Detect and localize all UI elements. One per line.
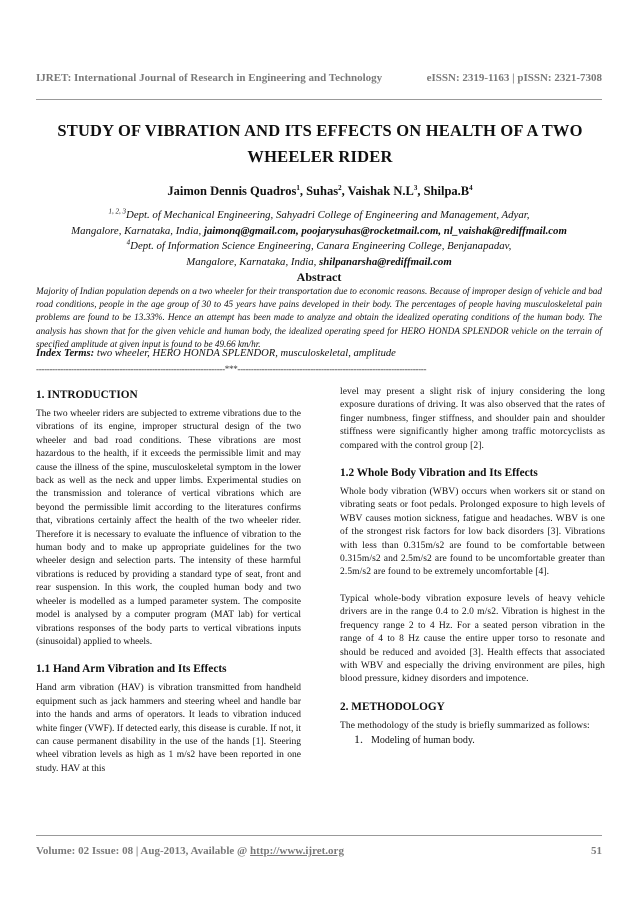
footer-volume: Volume: 02 Issue: 08 | Aug-2013, Available @ http://www.ijret.org — [36, 845, 344, 857]
left-column — [36, 388, 301, 776]
list-number: 1. — [354, 732, 363, 747]
header-rule — [36, 99, 602, 100]
wbv-heading: 1.2 Whole Body Vibration and Its Effects — [340, 467, 538, 480]
affiliations — [36, 208, 602, 270]
hav-continued-paragraph: level may present a slight risk of injury considering the long exposure durations of driving. It was also observed that the rates of finger numbness, finger stiffness, and shoulder pain and shoulder stiffness were significantly higher among traffic motorcyclists as compared with the control group [2]. — [340, 387, 605, 451]
hav-heading: 1.1 Hand Arm Vibration and Its Effects — [36, 663, 227, 676]
index-terms — [36, 348, 602, 359]
index-terms-label: Index Terms: — [36, 348, 95, 359]
author-1: Jaimon Dennis Quadros — [167, 184, 297, 198]
author-2: Suhas — [306, 184, 339, 198]
index-terms-text: two wheeler, HERO HONDA SPLENDOR, musculoskeletal, amplitude — [94, 348, 396, 359]
journal-name: IJRET: International Journal of Research in Engineering and Technology — [36, 72, 383, 84]
footer-rule — [36, 835, 602, 836]
affiliation-line-3: $^4$Dept. of Information Science Engineering, Canara Engineering College, Benjanapadav, — [126, 238, 512, 252]
affiliation-line-2: Mangalore, Karnataka, India, jaimonq@gmail.com, poojarysuhas@rocketmail.com, nl_vaishak@rediffmail.com — [71, 224, 567, 237]
title-line-2: WHEELER RIDER — [247, 147, 393, 166]
affiliation-line-4: Mangalore, Karnataka, India, shilpanarsha@rediffmail.com — [186, 255, 452, 268]
title-line-1: STUDY OF VIBRATION AND ITS EFFECTS ON HEALTH OF A TWO — [57, 121, 583, 140]
intro-paragraph: The two wheeler riders are subjected to extreme vibrations due to the vibrations of its engine, improper structural design of the two wheeler and bad road conditions. These vibrations are most hazardous to the health, if it exceeds the permissible limit and may cause the illness of the spine, musculoskeletal symptom in the lower back as well as the neck and upper limbs. Experimental studies on the transmission and tolerance of vertical vibrations which are beyond the permissible limit according to the literatures confirms that, vibrations certainly affect the health of the two wheeler rider. Therefore it is necessary to evaluate the influence of vibration to the human body and to make up appropriate guidelines for the two wheeler design and selection parts. The intensity of these harmful vibrations is reduced by providing a standard type of seat, front and rear suspension. In this work, the coupled human body and two wheeler is modelled as a lumped parameter system. The composite model is analysed by a computer program (MAT lab) for vertical vibrations responses of the body parts to vertical vibrations inputs (sinusoidal) applied to wheels. — [36, 409, 301, 647]
wbv-paragraph-2: Typical whole-body vibration exposure levels of heavy vehicle drivers are in the range 0.4 to 2.0 m/s2. Vibration is highest in the frequency range 2 to 4 Hz. For a seated person vibration in the range of 4 to 8 Hz cause the entire upper torso to resonate and should be reduced and avoided [3]. Health effects that associated with WBV and especially the driving environment are piles, high blood pressure, kidney disorders and impotence. — [340, 593, 605, 685]
list-item — [340, 733, 605, 747]
journal-link[interactable]: http://www.ijret.org — [250, 845, 344, 857]
paper-title — [40, 118, 600, 170]
right-column — [340, 386, 605, 748]
page-footer — [36, 845, 602, 857]
list-text: Modeling of human body. — [371, 735, 475, 747]
page-number: 51 — [591, 845, 602, 857]
section-divider: ----------------------------------------------------------------------***---------------------------------------------------------------------- — [36, 364, 427, 374]
methodology-paragraph: The methodology of the study is briefly summarized as follows: — [340, 720, 590, 731]
issn: eISSN: 2319-1163 | pISSN: 2321-7308 — [426, 72, 602, 84]
abstract-heading: Abstract — [296, 270, 342, 284]
abstract-text: Majority of Indian population depends on a two wheeler for their transportation due to economic reasons. Because of improper design of vehicle and bad road conditions, people in the age group of 30 to 45 years have pains developed in their body. The percentages of people having musculoskeletal pain problems are found to be 13.33%. Hence an attempt has been made to analyze and obtain the idealized operating conditions of the human body. The analysis has shown that for the given vehicle and human body, the idealized operating speed for HERO HONDA SPLENDOR vehicle on the terrain of specified amplitude at given input is found to be 49.66 km/hr. — [36, 286, 602, 349]
intro-heading: 1. INTRODUCTION — [36, 389, 138, 401]
hav-paragraph: Hand arm vibration (HAV) is vibration transmitted from handheld equipment such as jack hammers and steering wheel and handle bar into the hands and arms of operators. It leads to vibration induced white finger (VWF). If detected early, this disease is curable. If not, it can cause permanent disability in the use of the hands [1]. Steering wheel vibration levels as high as 1 m/s2 have been reported in one study. HAV at this — [36, 683, 301, 774]
affiliation-line-1: $^{1, 2, 3}$Dept. of Mechanical Engineering, Sahyadri College of Engineering and Management, Adyar, — [108, 207, 530, 221]
wbv-paragraph-1: Whole body vibration (WBV) occurs when workers sit or stand on vibrating seats or foot pedals. Prolonged exposure to high levels of WBV causes motion sickness, fatigue and headaches. WBV is one of the strongest risk factors for low back disorders [3]. Vibrations with less than 0.315m/s2 are found to be comfortable between 0.315m/s2 and 2.5m/s2 are found to be uncomfortable greater than 2.5m/s2 are found to be extremely uncomfortable [4]. — [340, 487, 605, 578]
author-emails[interactable]: jaimonq@gmail.com, poojarysuhas@rocketmail.com, nl_vaishak@rediffmail.com — [203, 224, 567, 237]
author-email-4[interactable]: shilpanarsha@rediffmail.com — [319, 255, 452, 268]
author-list: Jaimon Dennis Quadros$^1$, Suhas$^2$, Vaishak $N.L^3$, $Shilpa.B^4$ — [167, 183, 473, 198]
author-3: Vaishak N.L — [347, 184, 414, 198]
author-4: Shilpa.B — [423, 184, 470, 198]
methodology-heading: 2. METHODOLOGY — [340, 700, 445, 713]
running-header — [36, 72, 602, 84]
